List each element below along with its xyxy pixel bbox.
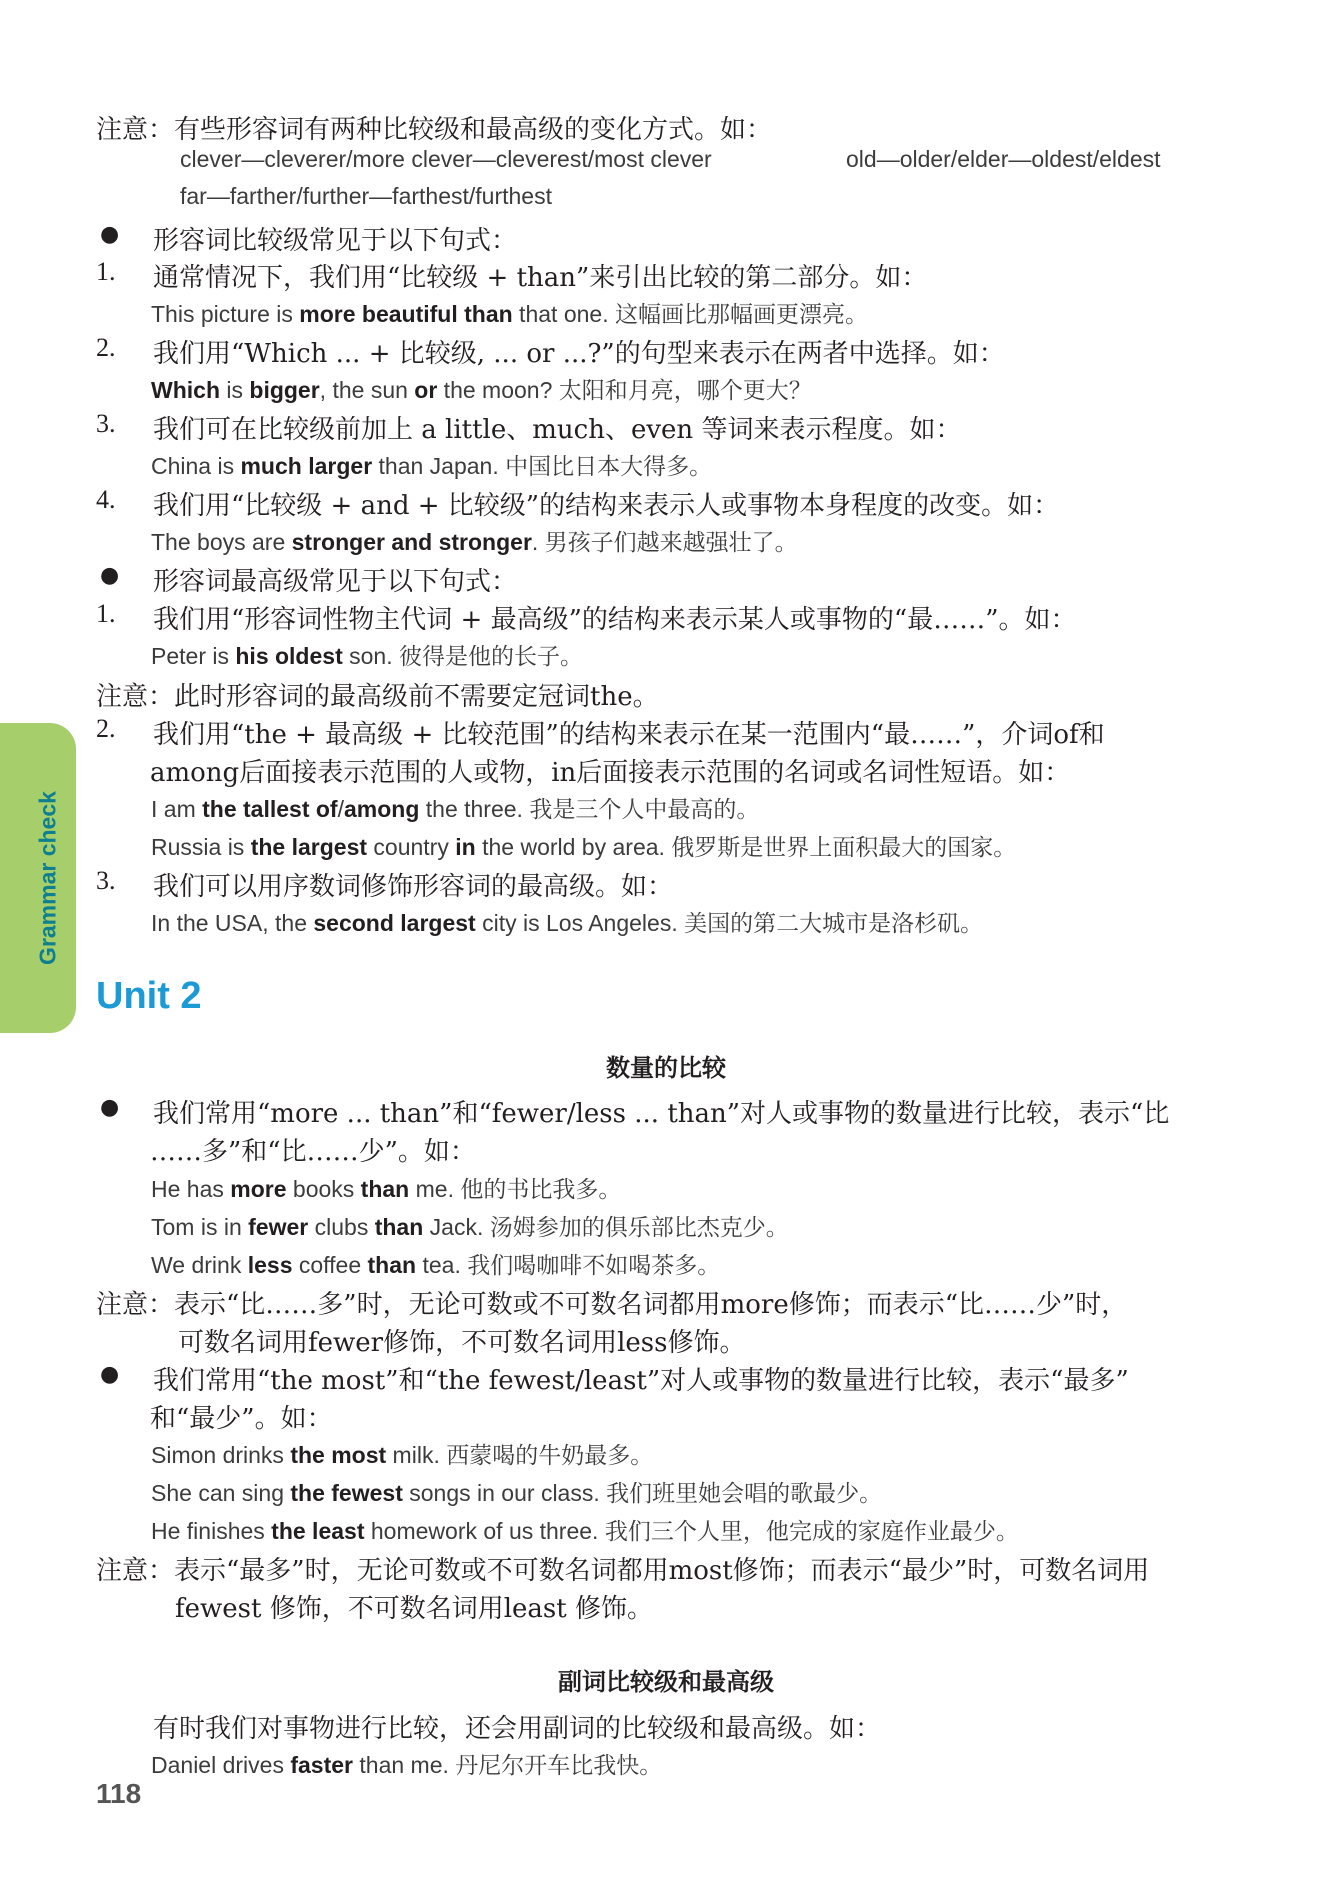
superlative-rule-2a: 我们用“the + 最高级 + 比较范围”的结构来表示在某一范围内“最……”，介词of和	[153, 720, 1105, 750]
comparative-rule-4: 我们用“比较级 + and + 比较级”的结构来表示人或事物本身程度的改变。如：	[153, 491, 1060, 521]
bullet: ●	[100, 563, 120, 588]
example-old: old—older/elder—oldest/eldest	[846, 146, 1161, 172]
comparative-intro: 形容词比较级常见于以下句式：	[153, 226, 518, 256]
superlative-example-2a: I am the tallest of/among the three. 我是三个人中最高的。	[151, 796, 760, 822]
superlative-note: 注意：此时形容词的最高级前不需要定冠词the。	[96, 682, 659, 712]
adverb-example: Daniel drives faster than me. 丹尼尔开车比我快。	[151, 1752, 663, 1778]
quantity-example-1: He has more books than me. 他的书比我多。	[151, 1176, 622, 1202]
example-clever: clever—cleverer/more clever—cleverest/most clever	[180, 146, 712, 172]
comparative-rule-3: 我们可在比较级前加上 a little、much、even 等词来表示程度。如：	[153, 415, 962, 445]
superlative-rule-2b: among后面接表示范围的人或物，in后面接表示范围的名词或名词性短语。如：	[150, 758, 1071, 788]
quantity-example-3: We drink less coffee than tea. 我们喝咖啡不如喝茶多。	[151, 1252, 721, 1278]
quantity-rule-1a: 我们常用“more ... than”和“fewer/less ... than”对人或事物的数量进行比较，表示“比	[153, 1099, 1170, 1129]
unit-title: Unit 2	[96, 975, 202, 1017]
item-number: 2.	[96, 714, 116, 743]
item-number: 1.	[96, 257, 116, 286]
comparative-rule-2: 我们用“Which ... + 比较级, ... or ...?”的句型来表示在两者中选择。如：	[153, 339, 1005, 369]
item-number: 1.	[96, 599, 116, 628]
bullet: ●	[100, 222, 120, 247]
quantity-rule-1b: ……多”和“比……少”。如：	[150, 1137, 476, 1167]
superlative-rule-1: 我们用“形容词性物主代词 + 最高级”的结构来表示某人或事物的“最……”。如：	[153, 605, 1077, 635]
item-number: 4.	[96, 485, 116, 514]
comparative-rule-1: 通常情况下，我们用“比较级 + than”来引出比较的第二部分。如：	[153, 263, 928, 293]
superlative-example-2b: Russia is the largest country in the world by area. 俄罗斯是世界上面积最大的国家。	[151, 834, 1017, 860]
side-tab-label: Grammar check	[34, 791, 61, 965]
quantity-example-2: Tom is in fewer clubs than Jack. 汤姆参加的俱乐部比杰克少。	[151, 1214, 789, 1240]
item-number: 2.	[96, 333, 116, 362]
section-heading-adverb: 副词比较级和最高级	[558, 1668, 774, 1696]
bullet: ●	[100, 1362, 120, 1387]
quantity-note-2a: 注意：表示“最多”时，无论可数或不可数名词都用most修饰；而表示“最少”时，可数名词用	[96, 1556, 1150, 1586]
comparative-example-1: This picture is more beautiful than that one. 这幅画比那幅画更漂亮。	[151, 301, 868, 327]
comparative-example-4: The boys are stronger and stronger. 男孩子们越来越强壮了。	[151, 529, 798, 555]
note-title: 注意：有些形容词有两种比较级和最高级的变化方式。如：	[96, 115, 773, 145]
bullet: ●	[100, 1095, 120, 1120]
section-heading-quantity: 数量的比较	[606, 1054, 726, 1082]
item-number: 3.	[96, 409, 116, 438]
quantity-note-1a: 注意：表示“比……多”时，无论可数或不可数名词都用more修饰；而表示“比……少”时，	[96, 1290, 1128, 1320]
quantity-note-1b: 可数名词用fewer修饰，不可数名词用less修饰。	[178, 1328, 746, 1358]
superlative-intro: 形容词最高级常见于以下句式：	[153, 567, 518, 597]
superlative-example-3: In the USA, the second largest city is Los Angeles. 美国的第二大城市是洛杉矶。	[151, 910, 984, 936]
quantity-rule-2a: 我们常用“the most”和“the fewest/least”对人或事物的数量进行比较，表示“最多”	[153, 1366, 1129, 1396]
quantity-example-4: Simon drinks the most milk. 西蒙喝的牛奶最多。	[151, 1442, 654, 1468]
superlative-rule-3: 我们可以用序数词修饰形容词的最高级。如：	[153, 872, 674, 902]
quantity-note-2b: fewest 修饰，不可数名词用least 修饰。	[175, 1594, 653, 1624]
page-number: 118	[96, 1778, 142, 1809]
superlative-example-1: Peter is his oldest son. 彼得是他的长子。	[151, 643, 583, 669]
quantity-example-6: He finishes the least homework of us three. 我们三个人里，他完成的家庭作业最少。	[151, 1518, 1019, 1544]
comparative-example-2: Which is bigger, the sun or the moon? 太阳和月亮，哪个更大？	[151, 377, 812, 403]
example-far: far—farther/further—farthest/furthest	[180, 183, 552, 209]
adverb-rule: 有时我们对事物进行比较，还会用副词的比较级和最高级。如：	[153, 1714, 882, 1744]
comparative-example-3: China is much larger than Japan. 中国比日本大得多。	[151, 453, 713, 479]
item-number: 3.	[96, 866, 116, 895]
quantity-rule-2b: 和“最少”。如：	[150, 1404, 333, 1434]
quantity-example-5: She can sing the fewest songs in our class. 我们班里她会唱的歌最少。	[151, 1480, 883, 1506]
